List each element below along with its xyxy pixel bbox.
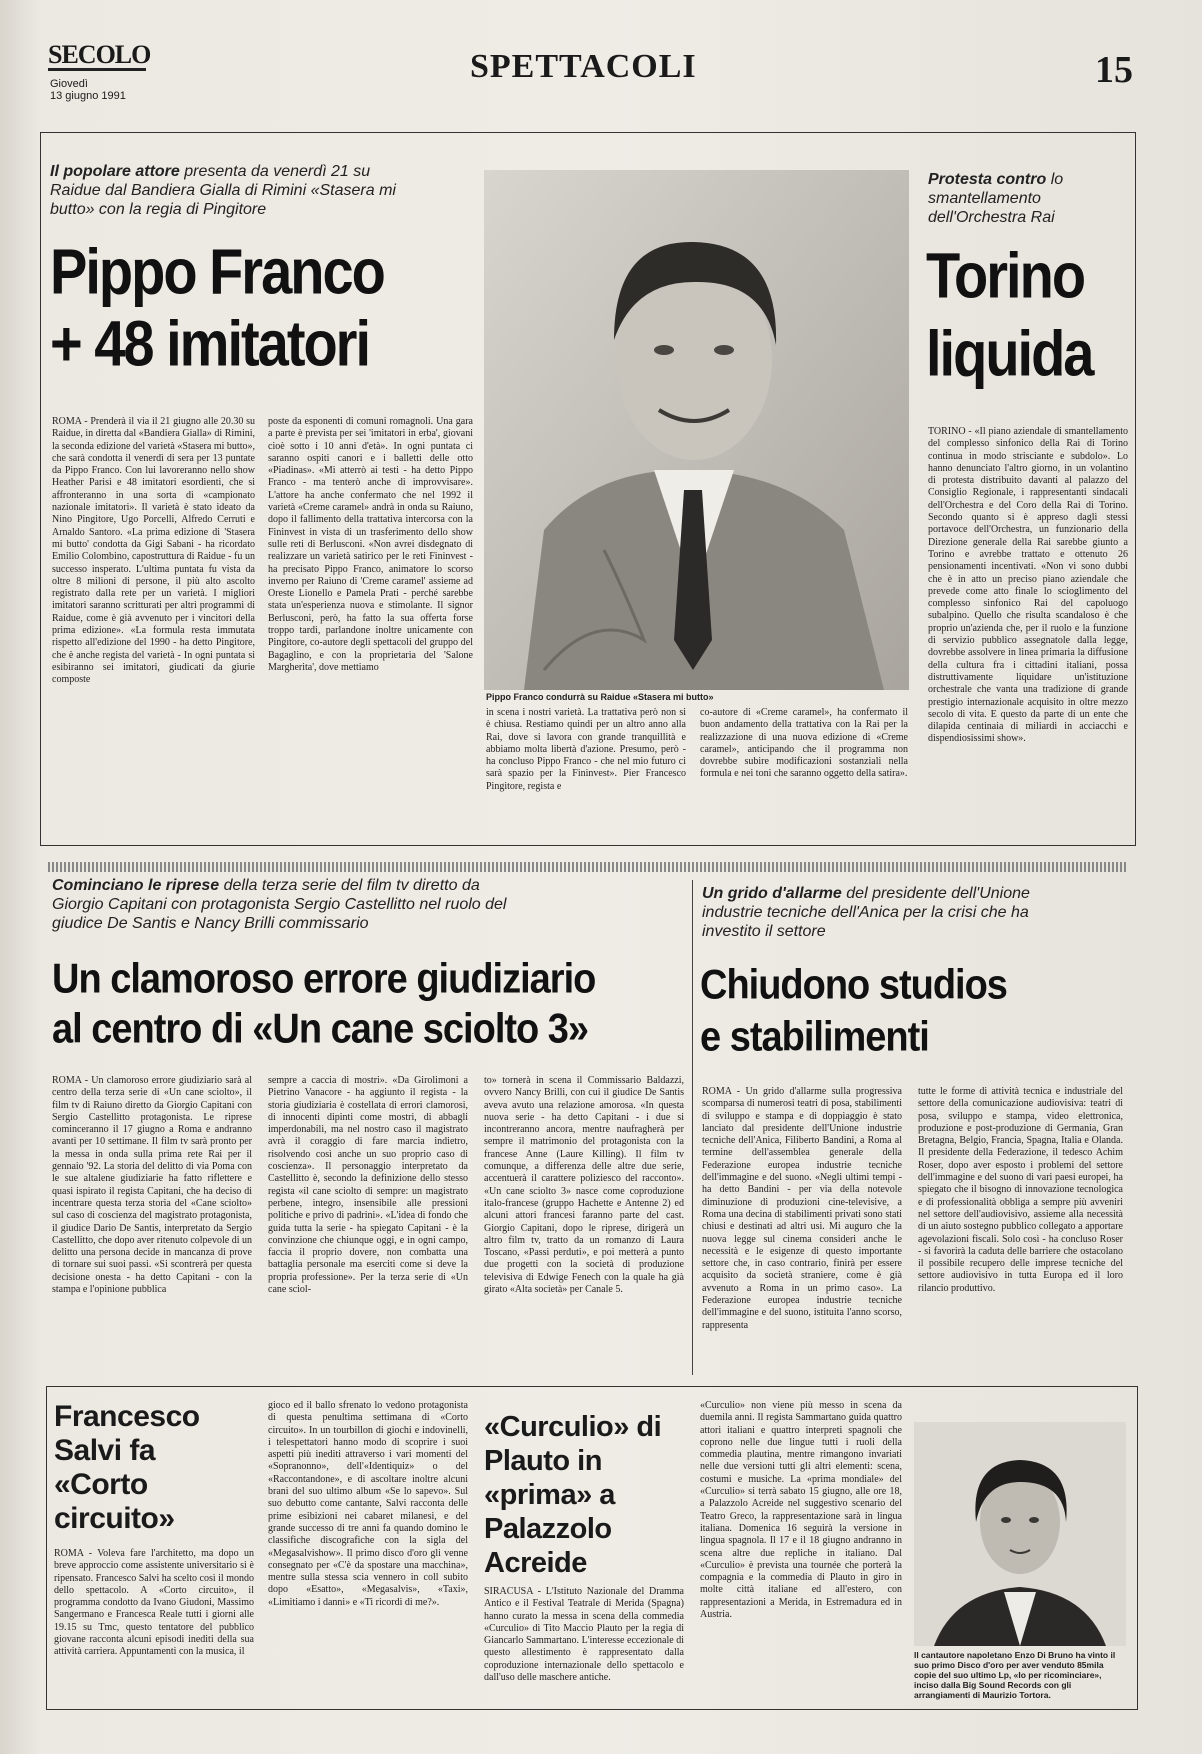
franco-col-1: ROMA - Prenderà il via il 21 giugno alle 20.30 su Raidue, in diretta dal «Bandiera Gialla» di Rimini, la seconda edizione del varietà «Stasera mi butto», che sarà condotta il venerdì di sera per 13 puntate da Pippo Franco. Con lui lavoreranno nello show Heather Parisi e 48 imitatori esordienti, che si affronteranno in una sorta di «campionato nazionale imitatori». Il varietà è stato ideato da Nino Pingitore, Ugo Porcelli, Alfredo Cerruti e Arnaldo Santoro. «La prima edizione di 'Stasera mi butto' condotta da Gigi Sabani - ha ricordato Emilio Colombino, capostruttura di Raidue - fu un successo insperato. L'ultima puntata fu vista da oltre 8 milioni di persone, il più alto ascolto registrato dalla rete per un varietà. I migliori imitatori saranno scritturati per altri programmi di Raidue, come è già avvenuto per i vincitori della prima edizione». «La formula resta immutata rispetto all'edizione del 1990 - ha detto Pingitore, che è anche regista del varietà - In ogni puntata si esibiranno sei imitatori, giudicati da giurie composte <box>52 416 255 686</box>
page-number: 15 <box>1095 49 1133 91</box>
franco-col-3: in scena i nostri varietà. La trattativa però non si è chiusa. Restiamo quindi per un altro anno alla Rai, dove si lavora con grande tranquillità e abbiamo molta libertà d'azione. Presumo, però - ha concluso Pippo Franco - che nel mio futuro ci sarà spazio per la Fininvest». Pier Francesco Pingitore, regista e <box>486 707 686 792</box>
franco-col-4: co-autore di «Creme caramel», ha confermato il buon andamento della trattativa con la Rai per la realizzazione di una nuova edizione di «Creme caramel», anticipando che il programma non dovrebbe subire modificazioni sostanziali nella formula e nei toni che saranno oggetto della satira». <box>700 707 908 780</box>
issue-date <box>50 78 170 102</box>
torino-kicker: Protesta contro lo smantellamento dell'Orchestra Rai <box>928 171 1064 226</box>
issue-day: Giovedì <box>50 78 88 90</box>
franco-col-2: poste da esponenti di comuni romagnoli. Una gara a parte è prevista per sei 'imitatori in erba', giovani cioè sotto i 10 anni d'età». In ogni puntata ci saranno ospiti canori e i balletti delle otto «Piadinas». «Mi atterrò ai testi - ha detto Pippo Franco - ma tenterò anche di improvvisare». L'attore ha anche confermato che nel 1992 il varietà «Creme caramel» andrà in onda su Raiuno, dopo il fallimento della trattativa intercorsa con la Fininvest in vista di un trasferimento dello show sulle reti di Berlusconi. «Non avrei disdegnato di realizzare un varietà satirico per le reti Fininvest - ha precisato Pippo Franco, animatore lo scorso inverno per Raiuno di 'Creme caramel' assieme ad Oreste Lionello e Pamela Prati - perché sarebbe stata un'esperienza nuova e stimolante. Il signor Berlusconi, però, ha fatto la sua offerta forse troppo tardi, parlandone inoltre unicamente con Pingitore, co-autore degli spettacoli del gruppo del Bagaglino, e con la proprietaria del 'Salone Margherita', dove mettiamo <box>268 416 473 673</box>
salvi-col-1: ROMA - Voleva fare l'architetto, ma dopo un breve approccio come assistente universitario si è ripensato. Francesco Salvi ha scelto così il mondo dello spettacolo. A «Corto circuito», il programma condotto da Ivano Giudoni, Massimo Sangermano e Francesca Reale tutti i giorni alle 19.15 su Tmc, questo tentatore del pubblico giovane racconta alcuni episodi inediti della sua attività carriera. Appuntamenti con la musica, il <box>54 1548 254 1658</box>
curculio-col-1: SIRACUSA - L'Istituto Nazionale del Dramma Antico e il Festival Teatrale di Merida (Spagna) hanno curato la messa in scena della commedia «Curculio» di Tito Maccio Plauto per la regia di Giancarlo Sammartano. L'interesse eccezionale di questo allestimento è rappresentato dalla coproduzione internazionale dello spettacolo e dall'uso delle maschere antiche. <box>484 1586 684 1684</box>
newspaper-logo: SECOLO <box>48 40 151 69</box>
column-rule <box>692 880 693 1375</box>
studios-kicker: Un grido d'allarme del presidente dell'Unione industrie tecniche dell'Anica per la crisi che ha investito il settore <box>702 885 1030 940</box>
dibruno-photo <box>914 1422 1126 1646</box>
studios-col-1: ROMA - Un grido d'allarme sulla progressiva scomparsa di numerosi teatri di posa, stabilimenti di sviluppo e stampa e di doppiaggio è stato lanciato dal presidente dell'Unione industrie tecniche dell'Anica, Filiberto Bandini, a Roma al termine dell'assemblea generale della Federazione europea industrie tecniche dell'immagine e del suono. «Negli ultimi tempi - ha detto Bandini - per via della notevole diminuzione di produzioni cine-televisive, a Roma una decina di stabilimenti privati sono stati chiusi e destinati ad altri usi. Mi auguro che la nuova legge sul cinema consideri anche le necessità e le esigenze di questo importante settore che, in caso contrario, finirà per essere acquisito da società straniere, come è già avvenuto a Roma in un primo caso». La Federazione europea industrie tecniche dell'immagine e del suono, istituita l'anno scorso, rappresenta <box>702 1086 902 1331</box>
section-title: SPETTACOLI <box>470 48 697 85</box>
salvi-col-2: gioco ed il ballo sfrenato lo vedono protagonista di questa penultima settimana di «Corto circuito». In un tourbillon di giochi e indovinelli, i telespettatori hanno modo di scoprire i suoi aspetti più inediti attraverso i vari momenti del «Sopranonno», dell'«Identiquiz» o del «Raccontandone», e di ascoltare inoltre alcuni brani del suo ultimo album «Se lo sapevo». Sul suo debutto come cantante, Salvi racconta delle prime esibizioni nei cabaret milanesi, e del grande successo di tre anni fa quando domino le classifiche discografiche con la sigla del «Megasalvishow». Il primo disco d'oro gli venne consegnato per «C'è da spostare una macchina», mentre sulla stessa scia vennero in coll subito dopo «Esatto», «Megasalvis», «Taxi», «Limitiamo i danni» e «Ti ricordi di me?». <box>268 1400 468 1608</box>
cane-col-3: to» tornerà in scena il Commissario Baldazzi, ovvero Nancy Brilli, con cui il giudice De Santis aveva avuto una relazione amorosa. «In questa nuova serie - ha detto Capitani - i due si incontreranno ancora, mentre naufragherà per sempre il matrimonio del protagonista con la francese Anne (Laure Killing). Il film tv comunque, a differenza delle altre due serie, accentuerà il carattere poliziesco del racconto». «Un cane sciolto 3» nasce come coproduzione italo-francese (gruppo Hachette e Antenne 2) ed alcuni attori francesi faranno parte del cast. Giorgio Capitani, dopo le riprese, dirigerà un altro film tv, tratto da un romanzo di Laura Toscano, «Passi perduti», e poi metterà a punto due progetti con la società di produzione televisiva di Edwige Fenech con la quale ha già girato «Alta società» per Canale 5. <box>484 1075 684 1296</box>
curculio-headline: «Curculio» di Plauto in «prima» a Palazzolo Acreide <box>484 1411 662 1579</box>
cane-headline-line2: al centro di «Un cane sciolto 3» <box>52 1006 589 1053</box>
franco-photo-caption: Pippo Franco condurrà su Raidue «Stasera mi butto» <box>486 692 714 702</box>
studios-headline-line2: e stabilimenti <box>700 1014 929 1061</box>
dibruno-portrait-icon <box>914 1422 1126 1646</box>
franco-photo <box>484 170 909 690</box>
torino-headline-line1: Torino <box>926 238 1085 312</box>
studios-col-2: tutte le forme di attività tecnica e industriale del settore della comunicazione audiovisiva: teatri di posa, sviluppo e stampa, video elettronica, produzione e post-produzione di Germania, Gran Bretagna, Belgio, Francia, Spagna, Italia e Olanda. Il presidente della Federazione, il tedesco Achim Roser, dopo aver esposto i problemi del settore dell'immagine e del suono di vari paesi europei, ha spiegato che il bisogno di innovazione tecnologica e di professionalità obbliga a sempre più avveniri nel settore dell'audiovisivo, assieme alla necessità di un aiuto sostegno pubblico collegato a apportare agevolazioni fiscali. Solo così - ha concluso Roser - si favorirà la caduta delle barriere che ostacolano il possibile recupero delle imprese tecniche del settore audiovisivo in tutta Europa ed il loro rilancio produttivo. <box>918 1086 1123 1294</box>
section-separator <box>48 862 1128 872</box>
torino-body: TORINO - «Il piano aziendale di smantellamento del complesso sinfonico della Rai di Torino continua in modo strisciante e subdolo». Lo hanno denunciato l'altro giorno, in un volantino di protesta distribuito davanti al palazzo del Consiglio Regionale, i rappresentanti sindacali dell'Orchestra e del Coro della Rai di Torino. Secondo quanto si è appreso dagli stessi portavoce dell'Orchestra, un funzionario della Direzione generale della Rai sarebbe giunto a Torino e avrebbe trattato e ottenuto 26 pensionamenti incentivati. «Non vi sono dubbi che è in atto un preciso piano aziendale che prevede come atto finale lo scioglimento del complesso sinfonico Rai del capoluogo subalpino. Quello che risulta scandaloso è che proprio un'azienda che, per il ruolo e la funzione di servizio pubblico assegnatole dalla legge, dovrebbe assolvere in linea primaria la diffusione della cultura fra i cittadini italiani, possa distruttivamente liquidare un'istituzione orchestrale che vanta una tradizione di grande prestigio internazionale acquisito in oltre mezzo secolo di vita. E questo da parte di un ente che dilapida centinaia di miliardi in acciacchi e dispendiosissimi show». <box>928 426 1128 745</box>
cane-headline-line1: Un clamoroso errore giudiziario <box>52 956 596 1003</box>
dibruno-caption: Il cantautore napoletano Enzo Di Bruno ha vinto il suo primo Disco d'oro per aver venduto 85mila copie del suo ultimo Lp, «Io per ricominciare», inciso dalla Big Sound Records con gli arrangiamenti di Maurizio Tortora. <box>914 1650 1116 1700</box>
franco-headline-line2: + 48 imitatori <box>50 306 370 380</box>
studios-headline-line1: Chiudono studios <box>700 962 1007 1009</box>
salvi-headline: Francesco Salvi fa «Corto circuito» <box>54 1400 200 1535</box>
cane-col-2: sempre a caccia di mostri». «Da Girolimoni a Pietrino Vanacore - ha aggiunto il regista - la storia giudiziaria è costellata di errori clamorosi, di innocenti dipinti come mostri, di abbagli imperdonabili, ma nel nostro caso il magistrato avrà il coraggio di fare marcia indietro, risolvendo così anche un suo proprio caso di coscienza». Il personaggio interpretato da Castellitto è, secondo la definizione dello stesso regista «il cane sciolto di sempre: un magistrato perbene, integro, insensibile alle pressioni politiche e privo di padrini». «L'idea di fondo che guida tutta la serie - ha spiegato Capitani - è la convinzione che chiunque oggi, e in ogni campo, faccia il proprio dovere, non combatta una battaglia personale ma eserciti come si deve la propria professione». Per la terza serie di «Un cane sciol- <box>268 1075 468 1296</box>
curculio-col-2: «Curculio» non viene più messo in scena da duemila anni. Il regista Sammartano guida quattro attori italiani e quattro interpreti spagnoli che coprono nelle due lingue tutti i ruoli della commedia plautina, mentre rimangono invariati nelle due versioni tutti gli altri elementi: scena, costumi e musiche. La «prima mondiale» del «Curculio» si terrà sabato 15 giugno, alle ore 18, a Palazzolo Acreide nel suggestivo scenario del Teatro Greco, la rappresentazione sarà in lingua italiana. Domenica 16 seguirà la versione in lingua spagnola. Il 17 e il 18 giugno andranno in scena altre due repliche in italiano. Dal «Curculio» è prevista una tournée che porterà la compagnia e la commedia di Plauto in giro in molte città italiane ed all'estero, con rappresentazioni a Merida, in Estremadura ed in Austria. <box>700 1400 902 1621</box>
franco-headline-line1: Pippo Franco <box>50 234 384 308</box>
franco-kicker: Il popolare attore presenta da venerdì 21 su Raidue dal Bandiera Gialla di Rimini «Stasera mi butto» con la regia di Pingitore <box>50 163 396 218</box>
issue-date-text: 13 giugno 1991 <box>50 90 126 102</box>
franco-portrait-icon <box>484 170 909 690</box>
torino-headline-line2: liquida <box>926 316 1093 390</box>
cane-kicker: Cominciano le riprese della terza serie del film tv diretto da Giorgio Capitani con protagonista Sergio Castellitto nel ruolo del giudice De Santis e Nancy Brilli commissario <box>52 877 507 932</box>
cane-col-1: ROMA - Un clamoroso errore giudiziario sarà al centro della terza serie di «Un cane sciolto», il film tv di Raiuno diretto da Giorgio Capitani con Sergio Castellitto protagonista. Le riprese cominceranno il 17 giugno a Roma e andranno avanti per 10 settimane. Il film tv sarà pronto per la messa in onda sulla prima rete Rai per il gennaio '92. La storia del delitto di via Poma con le sue altalene giudiziarie ha fatto riflettere e quasi ispirato il regista Capitani, che ha deciso di incentrare questa terza storia del «Cane sciolto» sul caso di coscienza del magistrato protagonista, il giudice Dario De Santis, interpretato da Sergio Castellitto, che dopo aver ritenuto colpevole di un delitto una persona decide in mancanza di prove di tornare sui suoi passi. «Si scontrerà per questa decisione onesta - ha detto Capitani - con la stampa e l'opinione pubblica <box>52 1075 252 1296</box>
